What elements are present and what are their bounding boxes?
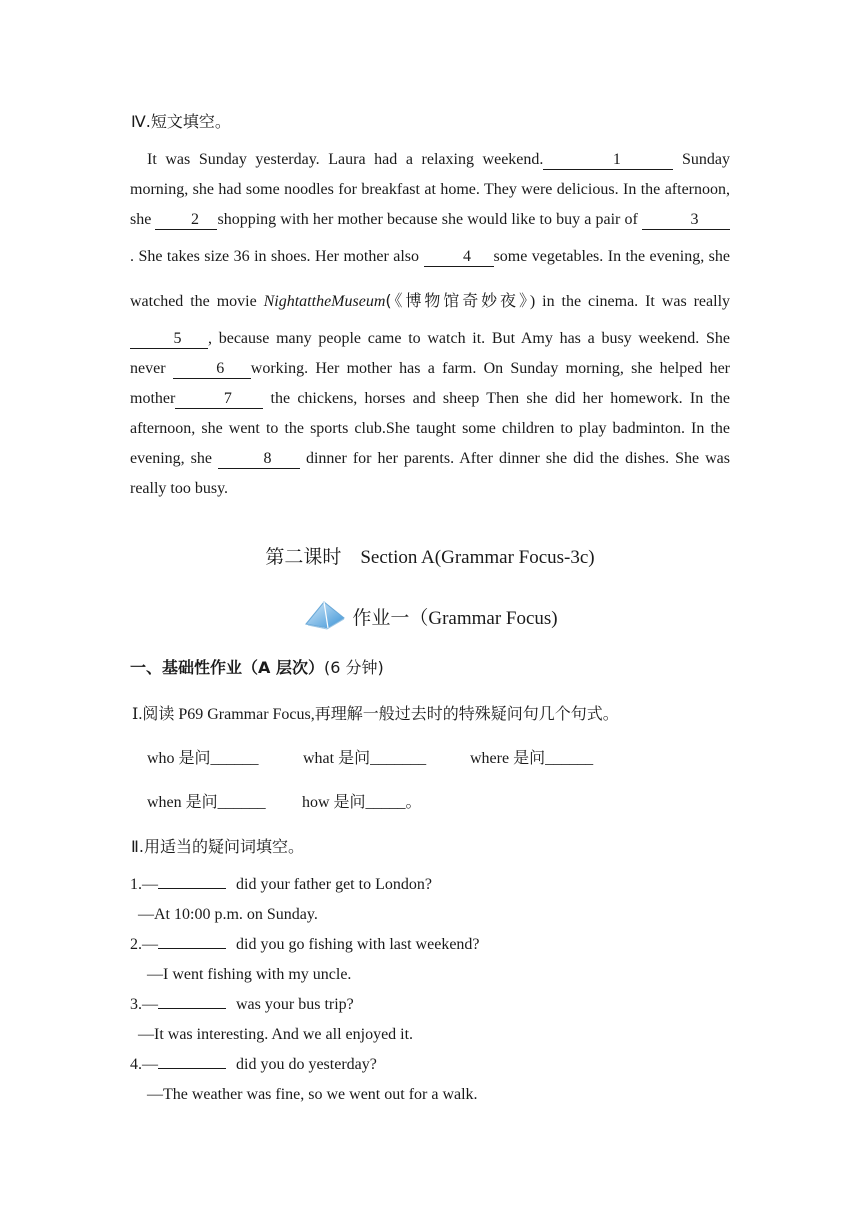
answer-blank [158,994,226,1009]
answer-blank [158,874,226,889]
blank-2: 2 [155,211,217,230]
task2-heading: Ⅱ.用适当的疑问词填空。 [131,837,304,856]
question-number: 3.— [130,996,158,1013]
passage-text: ) in the cinema. It was really [529,293,731,310]
where-line: where 是问______ [470,750,594,767]
blank-4: 4 [424,248,494,267]
level-heading [130,655,384,678]
question-number: 1.— [130,876,158,893]
movie-title: NightattheMuseum [263,293,386,310]
answer-blank [158,1054,226,1069]
passage-text: working. Her mother has a farm. On Sunday morning, she helped her mother [130,360,731,407]
passage-text: the chickens, horses and sheep Then she did her homework. In the afternoon, she went to the sports club.She taught some children to play badminton. In the evening, she [130,390,730,467]
lesson-title-cn: 第二课时 [265,546,342,568]
answer-blank [158,934,226,949]
question-number: 2.— [130,936,158,953]
question-3 [130,990,413,1050]
answer-text: —The weather was fine, so we went out for a walk. [147,1086,478,1103]
cloze-passage [130,145,730,504]
level-title: 一、基础性作业（A 层次） [130,658,324,677]
lesson-title-en: Section A(Grammar Focus-3c) [360,547,595,568]
homework-title [0,603,860,636]
who-line: who 是问______ [147,750,259,767]
passage-text: shopping with her mother because she would like to buy a pair of [217,211,642,228]
answer-text: —It was interesting. And we all enjoyed it. [138,1026,414,1043]
how-line: how 是问_____。 [302,794,422,811]
what-line: what 是问_______ [303,750,427,767]
blank-8: 8 [218,450,300,469]
blank-3: 3 [642,211,730,230]
passage-text: Sunday morning, she had some noodles for breakfast at home. They were delicious. In the afternoon, she [130,151,730,228]
question-4 [130,1050,478,1110]
task1-heading: Ⅰ.阅读 P69 Grammar Focus,再理解一般过去时的特殊疑问句几个句式。 [132,706,619,723]
question-1 [130,870,432,930]
passage-text: . She takes size 36 in shoes. Her mother also [130,248,424,265]
blank-5: 5 [130,330,208,349]
homework-title-en: （Grammar Focus) [409,608,558,629]
answer-text: —I went fishing with my uncle. [147,966,352,983]
question-text: did your father get to London? [236,876,432,893]
passage-text: some vegetables. In the evening, she watched the movie [130,248,731,310]
question-text: did you go fishing with last weekend? [236,936,480,953]
book-icon [302,598,348,630]
question-text: was your bus trip? [236,996,354,1013]
lesson-title [0,542,860,569]
homework-title-cn: 作业一 [352,607,410,629]
part4-heading: Ⅳ.短文填空。 [131,112,231,131]
answer-text: —At 10:00 p.m. on Sunday. [138,906,318,923]
movie-title-cn: (《博物馆奇妙夜》 [385,291,530,310]
level-time: (6 分钟) [323,658,384,677]
passage-text: It was Sunday yesterday. Laura had a relaxing weekend. [147,151,544,168]
question-2 [130,930,480,990]
passage-text: , because many people came to watch it. But Amy has a busy weekend. She never [130,330,730,377]
blank-1: 1 [543,151,673,170]
when-line: when 是问______ [147,794,266,811]
question-number: 4.— [130,1056,158,1073]
blank-6: 6 [173,360,251,379]
blank-7: 7 [175,390,263,409]
passage-text: dinner for her parents. After dinner she did the dishes. She was really too busy. [130,450,730,497]
question-text: did you do yesterday? [236,1056,377,1073]
